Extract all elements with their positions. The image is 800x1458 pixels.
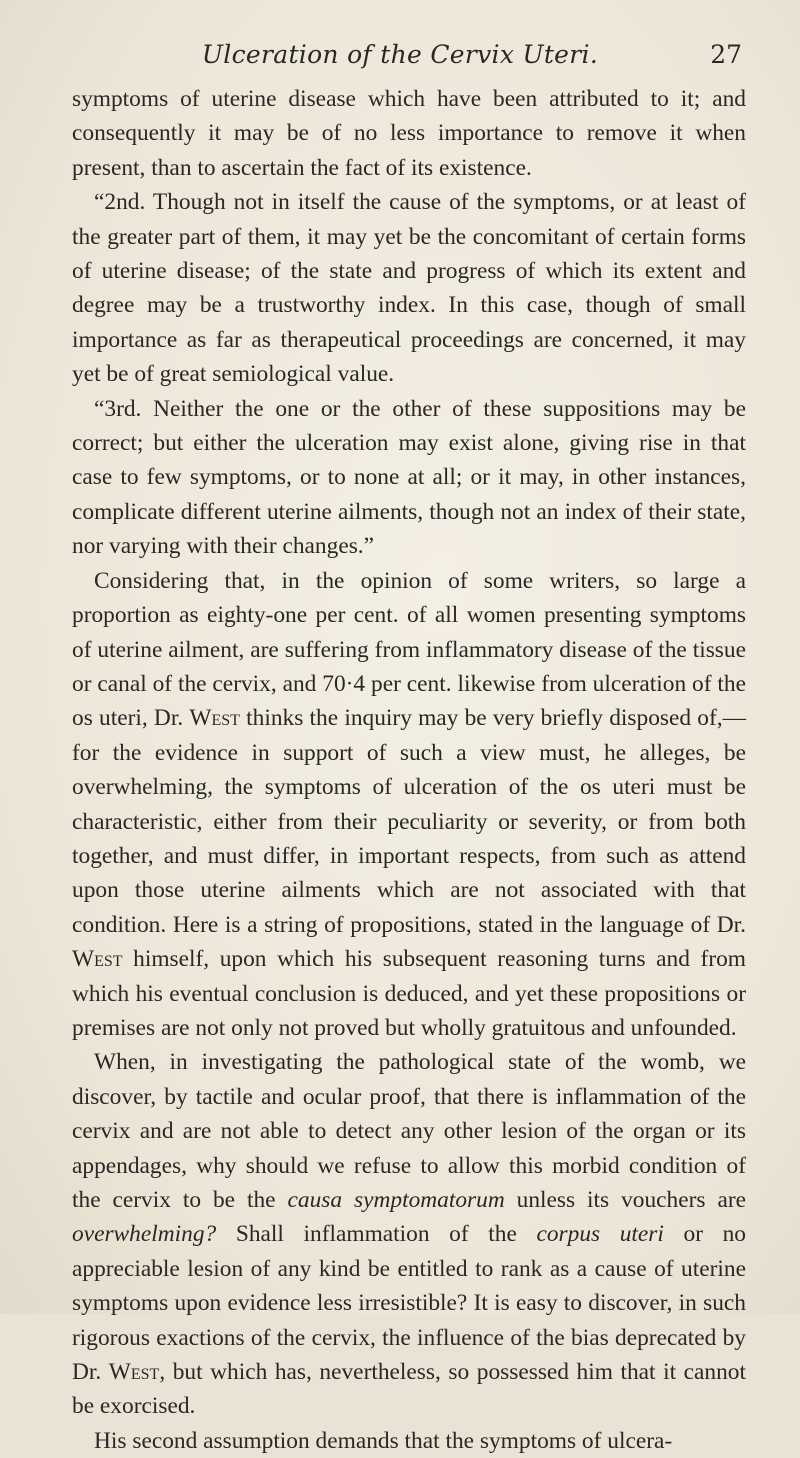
paragraph-text: His second assumption demands that the symptoms of ulcera- <box>94 1427 673 1454</box>
paragraph-third-quote <box>72 392 746 564</box>
author-name-west: West <box>189 705 240 732</box>
paragraph-when-investigating <box>72 1045 746 1423</box>
page-header <box>0 40 800 80</box>
paragraph-text-part: or no appreciable lesion of any kind be entitled to rank as a cause of uterine symptoms upon evidence less irresistible? It is easy to discover, in such rigorous exactions of the cervix, the influence of the bias deprecated by Dr. <box>72 1221 747 1386</box>
body-text <box>72 82 746 1458</box>
paragraph-text-part: unless its vouchers are <box>504 1187 746 1213</box>
paragraph-text: “3rd. Neither the one or the other of these suppositions may be correct; but either the ulceration may exist alone, giving rise in that case to few symptoms, or to none at all; or it may, in other instances, complicate different uterine ailments, though not an index of their state, nor varying with their changes.” <box>72 395 746 560</box>
paragraph-text-part: , but which has, nevertheless, so possessed him that it cannot be exorcised. <box>72 1359 746 1420</box>
paragraph-text-part: himself, upon which his subsequent reasoning turns and from which his eventual conclusion is deduced, and yet these propositions or premises are not only not proved but wholly gratuitous and unfounded. <box>72 946 746 1041</box>
paragraph-text: symptoms of uterine disease which have been attributed to it; and consequently it may be of no less importance to remove it when present, than to ascertain the fact of its existence. <box>72 86 746 181</box>
paragraph-second-quote <box>72 185 746 391</box>
paragraph-text-part: Shall inflammation of the <box>216 1221 537 1248</box>
paragraph-second-assumption <box>72 1424 746 1458</box>
paragraph-text-part: When, in investigating the pathological state of the womb, we discover, by tactile and ocular proof, that there is inflammation of the cervix and are not able to detect any other lesion of the organ or its appendages, why should we refuse to allow this morbid condition of the cervix to be the <box>72 1049 746 1213</box>
running-title: Ulceration of the Cervix Uteri. <box>201 40 599 69</box>
italic-latin-term: causa symptomatorum <box>287 1187 505 1213</box>
author-name-west: West <box>108 1359 160 1386</box>
page-number: 27 <box>710 40 742 69</box>
paragraph-text-part: thinks the inquiry may be very briefly disposed of,—for the evidence in support of such a view must, he alleges, be overwhelming, the symptoms of ulceration of the os uteri must be characteristic, either from their peculiarity or severity, or from both together, and must differ, in important respects, from such as attend upon those uterine ailments which are not associated with that condition. Here is a string of propositions, stated in the language of Dr. <box>72 705 746 938</box>
italic-latin-term: corpus uteri <box>536 1221 664 1248</box>
paragraph-considering <box>72 564 746 1046</box>
italic-emphasis: overwhelming? <box>72 1221 217 1248</box>
author-name-west: West <box>72 946 123 973</box>
paragraph-text-part: Considering that, in the opinion of some writers, so large a proportion as eighty-one per cent. of all women presenting symptoms of uterine ailment, are suffering from inflammatory disease of the tissue or canal of the cervix, and 70·4 per cent. likewise from ulceration of the os uteri, Dr. <box>72 567 746 732</box>
paragraph-text: “2nd. Though not in itself the cause of the symptoms, or at least of the greater part of them, it may yet be the concomitant of certain forms of uterine disease; of the state and progress of which its extent and degree may be a trustworthy index. In this case, though of small importance as far as therapeutical proceedings are concerned, it may yet be of great semiological value. <box>72 189 746 388</box>
paragraph-continuation <box>72 82 746 185</box>
